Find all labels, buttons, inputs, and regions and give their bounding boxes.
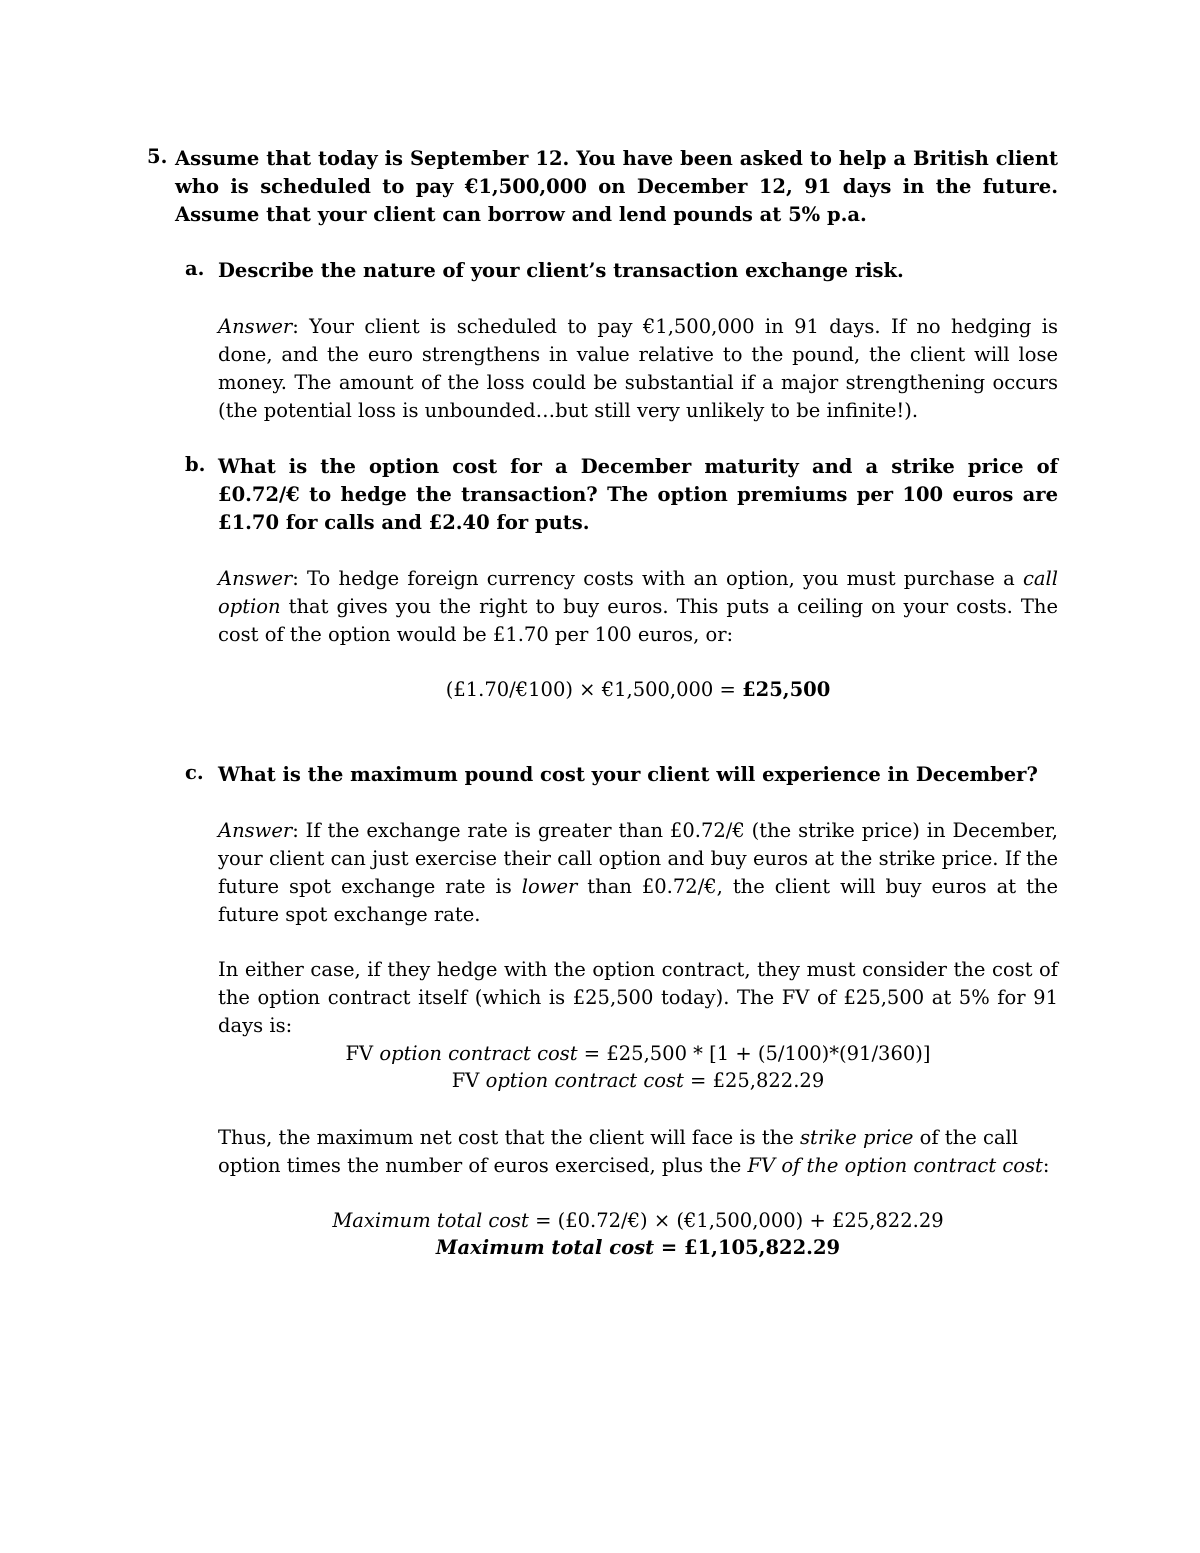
answer-label: Answer	[218, 819, 293, 842]
answer-label: Answer	[218, 315, 293, 338]
part-c-question: What is the maximum pound cost your client will experience in December?	[218, 763, 1038, 786]
option-cost-result: £25,500	[742, 678, 831, 701]
part-b-label: b.	[185, 453, 206, 476]
fv-equation-line-1: FV option contract cost = £25,500 * [1 + (5/100)*(91/360)]	[345, 1042, 931, 1065]
part-b-question: What is the option cost for a December maturity and a strike price of £0.72/€ to hedge the transaction? The option premiums per 100 euros are £1.70 for calls and £2.40 for puts.	[218, 455, 1058, 534]
question-number: 5.	[147, 145, 168, 168]
max-cost-equation-line-1: Maximum total cost = (£0.72/€) × (€1,500,000) + £25,822.29	[332, 1209, 944, 1232]
call-option-term: call option	[218, 567, 1058, 618]
part-b-answer: Answer: To hedge foreign currency costs with an option, you must purchase a call option that gives you the right to buy euros. This puts a ceiling on your costs. The cost of the option would be £1.70 per 100 euros, or:	[218, 567, 1058, 646]
part-a-answer	[218, 313, 1058, 425]
part-c-paragraph-3: Thus, the maximum net cost that the client will face is the strike price of the call option times the number of euros exercised, plus the FV of the option contract cost:	[218, 1126, 1050, 1177]
option-cost-equation: (£1.70/€100) × €1,500,000 = £25,500	[445, 678, 831, 701]
part-a-answer-text: : Your client is scheduled to pay €1,500,000 in 91 days. If no hedging is done, and the euro strengthens in value relative to the pound, the client will lose money. The amount of the loss could be substantial if a major strengthening occurs (the potential loss is unbounded…but still very unlikely to be infinite!).	[218, 315, 1058, 422]
part-a-label: a.	[185, 257, 205, 280]
max-cost-result: Maximum total cost = £1,105,822.29	[435, 1236, 841, 1259]
part-c-label: c.	[185, 761, 204, 784]
question-text: Assume that today is September 12. You have been asked to help a British client who is scheduled to pay €1,500,000 on December 12, 91 days in the future. Assume that your client can borrow and lend pounds at 5% p.a.	[175, 147, 1058, 226]
answer-label: Answer	[218, 567, 293, 590]
part-c-answer: Answer: If the exchange rate is greater than £0.72/€ (the strike price) in December, your client can just exercise their call option and buy euros at the strike price. If the future spot exchange rate is lower than £0.72/€, the client will buy euros at the future spot exchange rate.	[218, 819, 1059, 926]
part-a-question: Describe the nature of your client’s transaction exchange risk.	[218, 259, 904, 282]
part-c-paragraph-2: In either case, if they hedge with the option contract, they must consider the cost of the option contract itself (which is £25,500 today). The FV of £25,500 at 5% for 91 days is:	[218, 958, 1058, 1037]
fv-equation-line-2: FV option contract cost = £25,822.29	[451, 1069, 825, 1092]
